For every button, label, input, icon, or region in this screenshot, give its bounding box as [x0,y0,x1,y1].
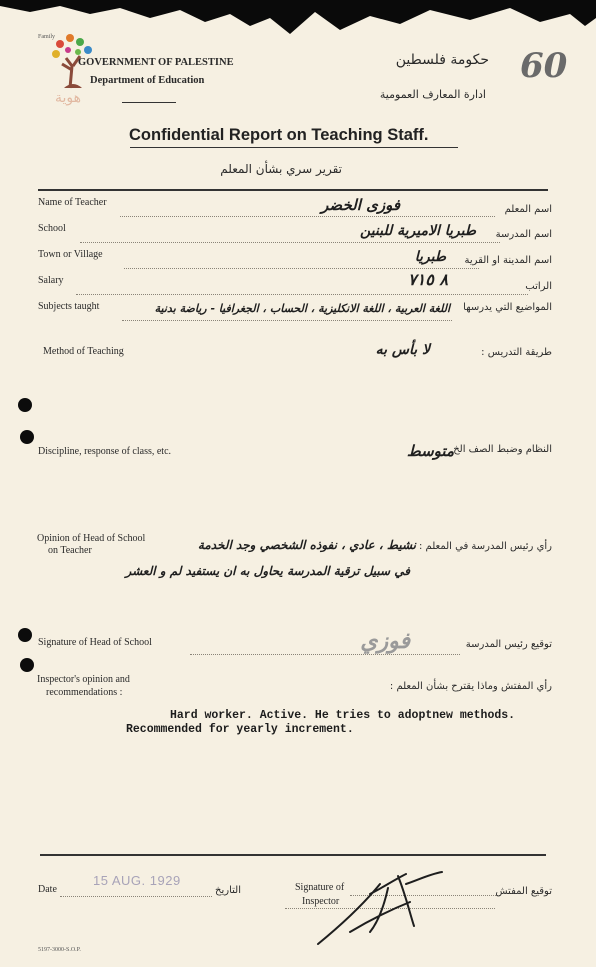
inspector-typed-line-2: Recommended for yearly increment. [126,723,354,736]
subjects-label-en: Subjects taught [38,301,100,312]
inspector-signature-label-en-1: Signature of [295,882,345,893]
head-opinion-label-en-1: Opinion of Head of School [37,533,146,544]
bottom-rule [40,854,546,856]
salary-label-ar: الراتب [525,281,552,292]
name-value: فوزى الخضر [321,196,400,214]
subjects-value: اللغة العربية ، اللغة الانكليزية ، الحساب ، الجغرافيا - رياضة بدنية [154,302,450,315]
discipline-value: متوسط [406,442,454,460]
subjects-label-ar: المواضيع التي يدرسها [463,302,552,313]
top-rule [38,189,548,191]
town-line [124,268,479,269]
date-stamp: 15 AUG. 1929 [93,873,181,888]
name-label-en: Name of Teacher [38,197,107,208]
head-signature-label-en: Signature of Head of School [38,637,152,648]
method-label-en: Method of Teaching [43,346,124,357]
salary-label-en: Salary [38,275,64,286]
head-opinion-label-en-2: on Teacher [48,545,92,556]
head-opinion-line-1: نشيط ، عادي ، نفوذه الشخصي وجد الخدمة [197,538,416,552]
inspector-signature-label-en-2: Inspector [302,896,340,907]
school-line [80,242,500,243]
school-label-en: School [38,223,66,234]
date-label-ar: التاريخ [215,885,241,896]
school-value: طبريا الاميرية للبنين [360,223,476,239]
town-value: طبريا [414,249,446,265]
head-opinion-line-2: في سبيل ترقية المدرسة يحاول به ان يستفيد لم و العشر [125,564,410,578]
punch-hole [20,658,34,672]
inspector-signature-label-ar: توقيع المفتش [495,886,552,897]
head-opinion-label-ar: رأي رئيس المدرسة في المعلم : [418,541,552,552]
print-code: 5197-3000-S.O.P. [38,947,81,953]
logo-caption: Family [38,34,56,40]
header-divider [122,102,176,103]
town-label-en: Town or Village [38,249,103,260]
salary-line [76,294,528,295]
inspector-opinion-label-en-1: Inspector's opinion and [37,674,130,685]
discipline-label-en: Discipline, response of class, etc. [38,446,172,457]
name-label-ar: اسم المعلم [504,204,552,215]
punch-hole [18,628,32,642]
method-value: لا بأس به [375,342,430,358]
name-line [120,216,495,217]
date-line [60,896,212,897]
school-label-ar: اسم المدرسة [495,229,552,240]
inspector-opinion-label-ar: رأي المفتش وماذا يقترح بشأن المعلم : [389,681,552,692]
inspector-opinion-label-en-2: recommendations : [46,687,123,698]
subjects-line [122,320,452,321]
town-label-ar: اسم المدينة او القرية [464,255,552,266]
punch-hole [18,398,32,412]
report-title-ar: تقرير سري بشأن المعلم [220,162,342,176]
discipline-label-ar: النظام وضبط الصف الخ [453,444,552,455]
report-title-en: Confidential Report on Teaching Staff. [129,126,429,144]
head-signature-label-ar: توقيع رئيس المدرسة [465,639,552,650]
inspector-typed-line-1: Hard worker. Active. He tries to adoptnew methods. [170,709,516,722]
page-number: 60 [520,46,568,86]
dept-title-en: Department of Education [90,75,205,86]
punch-hole [20,430,34,444]
inspector-signature [310,866,450,948]
method-label-ar: طريقة التدريس : [481,347,552,358]
gov-title-en: GOVERNMENT OF PALESTINE [78,57,234,68]
watermark: هوية [55,90,82,106]
gov-title-ar: حكومة فلسطين [395,52,489,68]
date-label-en: Date [38,884,57,895]
head-signature-value: فوزي [360,628,410,654]
salary-value: ٨ ٧١٥ [408,270,448,289]
dept-title-ar: ادارة المعارف العمومية [379,88,486,101]
head-signature-line [190,654,460,655]
title-underline [130,147,458,148]
